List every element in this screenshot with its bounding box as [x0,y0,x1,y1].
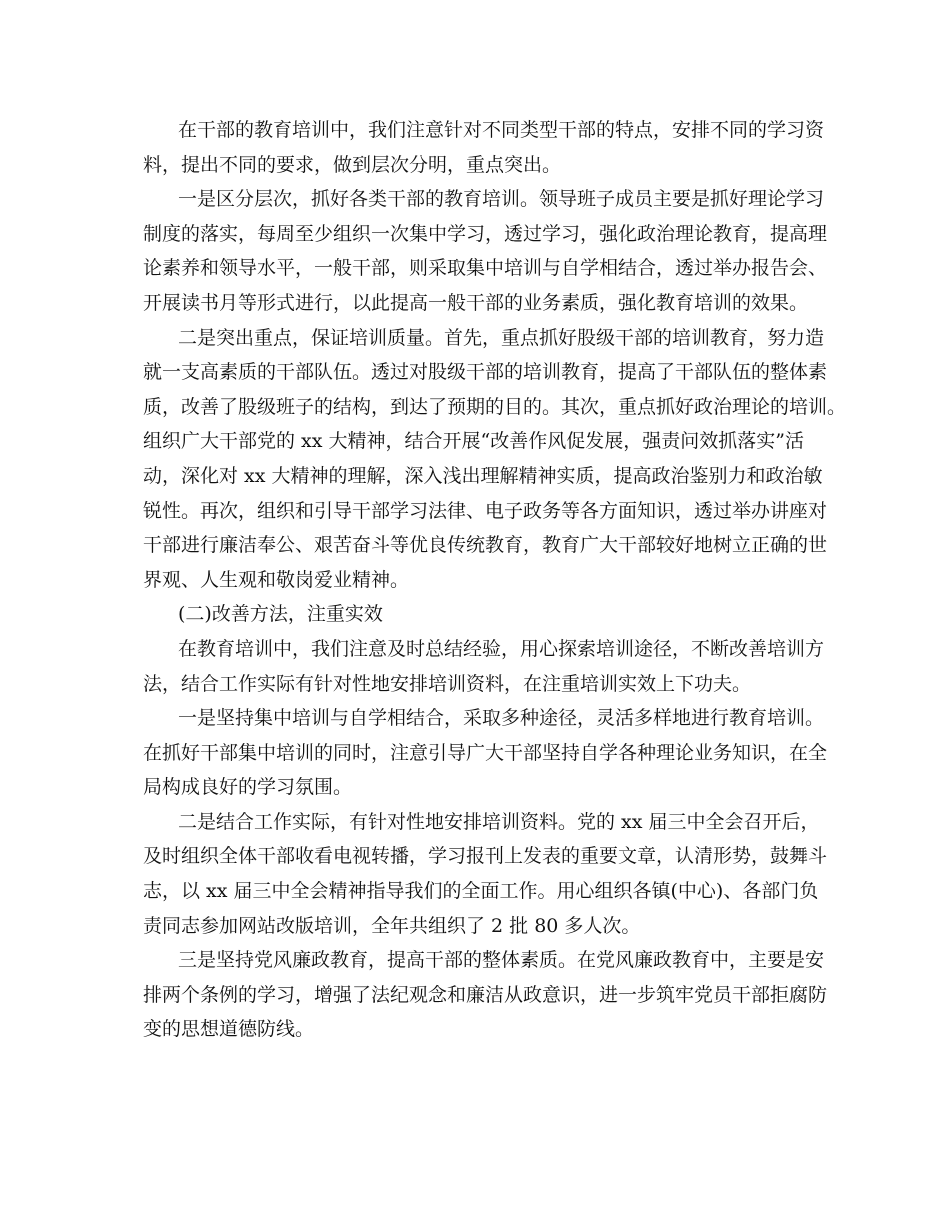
paragraph-key-points [143,321,847,598]
paragraph-line: 一是区分层次，抓好各类干部的教育培训。领导班子成员主要是抓好理论学习 [178,188,825,211]
paragraph-line: 锐性。再次，组织和引导干部学习法律、电子政务等各方面知识，透过举办讲座对 [143,499,828,522]
paragraph-line: 责同志参加网站改版培训，全年共组织了 2 批 80 多人次。 [143,914,641,937]
paragraph-levels [143,182,843,320]
paragraph-line: 就一支高素质的干部队伍。透过对股级干部的培训教育，提高了干部队伍的整体素 [143,361,828,384]
paragraph-self-study [143,701,843,805]
paragraph-line: 干部进行廉洁奉公、艰苦奋斗等优良传统教育，教育广大干部较好地树立正确的世 [143,534,828,557]
paragraph-line: 论素养和领导水平，一般干部，则采取集中培训与自学相结合，透过举办报告会、 [143,257,828,280]
paragraph-line: 开展读书月等形式进行，以此提高一般干部的业务素质，强化教育培训的效果。 [143,291,809,314]
paragraph-line: 变的思想道德防线。 [143,1018,315,1041]
paragraph-line: 在干部的教育培训中，我们注意针对不同类型干部的特点，安排不同的学习资 [178,119,825,141]
paragraph-line: 及时组织全体干部收看电视转播，学习报刊上发表的重要文章，认清形势，鼓舞斗 [143,845,828,868]
paragraph-line: 界观、人生观和敬岗爱业精神。 [143,568,410,591]
paragraph-line: 二是结合工作实际，有针对性地安排培训资料。党的 xx 届三中全会召开后， [178,810,820,833]
section-heading [143,597,843,632]
paragraph-methods [143,632,843,701]
paragraph-line: 志，以 xx 届三中全会精神指导我们的全面工作。用心组织各镇(中心)、各部门负 [143,880,819,903]
paragraph-line: 排两个条例的学习，增强了法纪观念和廉洁从政意识，进一步筑牢党员干部拒腐防 [143,983,828,1006]
paragraph-line: 在教育培训中，我们注意及时总结经验，用心探索培训途径，不断改善培训方 [178,637,825,660]
paragraph-line: 三是坚持党风廉政教育，提高干部的整体素质。在党风廉政教育中，主要是安 [178,949,825,972]
paragraph-line: 二是突出重点，保证培训质量。首先，重点抓好股级干部的培训教育，努力造 [178,326,825,349]
paragraph-line: 动，深化对 xx 大精神的理解，深入浅出理解精神实质，提高政治鉴别力和政治敏 [143,464,823,487]
section-heading-text: (二)改善方法，注重实效 [178,603,383,626]
paragraph-line: 一是坚持集中培训与自学相结合，采取多种途径，灵活多样地进行教育培训。 [178,707,825,730]
paragraph-cadre-training-intro [143,113,843,182]
paragraph-line: 局构成良好的学习氛围。 [143,776,353,799]
paragraph-line: 在抓好干部集中培训的同时，注意引导广大干部坚持自学各种理论业务知识，在全 [143,741,828,764]
paragraph-line: 组织广大干部党的 xx 大精神，结合开展“改善作风促发展，强责问效抓落实”活 [143,430,804,453]
paragraph-line: 料，提出不同的要求，做到层次分明，重点突出。 [143,153,562,176]
paragraph-practical-content [143,805,843,943]
paragraph-line: 法，结合工作实际有针对性地安排培训资料，在注重培训实效上下功夫。 [143,672,752,695]
paragraph-line: 质，改善了股级班子的结构，到达了预期的目的。其次，重点抓好政治理论的培训。 [143,395,847,418]
paragraph-line: 制度的落实，每周至少组织一次集中学习，透过学习，强化政治理论教育，提高理 [143,222,828,245]
paragraph-integrity-education [143,943,843,1047]
document-body [143,113,847,1047]
